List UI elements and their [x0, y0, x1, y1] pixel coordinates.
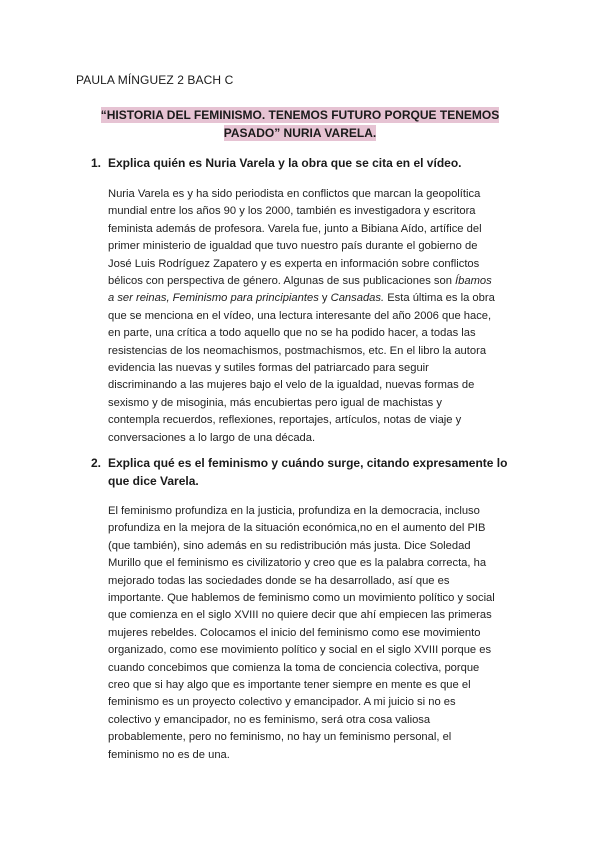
answer-2-line: profundiza en la mejora de la situación económica,no en el aumento del PIB: [108, 522, 486, 535]
answer-1-line: [108, 290, 518, 307]
answer-2-line: que comienza en el siglo XVIII no quiere decir que ahí empiecen las primeras: [108, 609, 492, 622]
answer-1-line: contempla recuerdos, reflexiones, reportajes, artículos, notas de viaje y: [108, 414, 462, 427]
book-title-ibamos: Íbamos: [455, 275, 492, 288]
answer-2-line: El feminismo profundiza en la justicia, profundiza en la democracia, incluso: [108, 505, 480, 517]
answer-2-line: mejorado todas las sociedades donde se ha desarrollado, así que es: [108, 574, 450, 587]
document-title: [80, 106, 520, 142]
question-2-text-line-1: Explica qué es el feminismo y cuándo surge, citando expresamente lo: [108, 456, 508, 470]
book-title-cansadas: Cansadas.: [330, 292, 385, 305]
answer-1-line: discriminando a las mujeres bajo el velo de la igualdad, nuevas formas de: [108, 379, 475, 392]
answer-2-line: feminismo es un proyecto colectivo y emancipador. A mi juicio si no es: [108, 696, 456, 709]
answer-2-line: Murillo que el feminismo es civilizatorio y creo que es la palabra correcta, ha: [108, 557, 487, 570]
answer-1-line: conversaciones a lo largo de una década.: [108, 431, 316, 444]
title-line-2: PASADO” NURIA VARELA.: [223, 126, 377, 140]
answer-1-line: José Luis Rodríguez Zapatero y es experta en información sobre conflictos: [108, 257, 480, 270]
answer-2-line: (que también), sino además en su redistribución más justa. Dice Soledad: [108, 539, 471, 552]
question-1-number: 1.: [91, 156, 102, 170]
answer-1-line: primer ministerio de igualdad que tuvo nuestro país durante el gobierno de: [108, 240, 478, 253]
author-line: PAULA MÍNGUEZ 2 BACH C: [76, 73, 234, 87]
answer-2-line: organizado, como ese movimiento político y social en el siglo XVIII porque es: [108, 644, 492, 657]
answer-1-line: feminista además de profesora. Varela fue, junto a Bibiana Aído, artífice del: [108, 222, 482, 235]
answer-1-line: que se menciona en el vídeo, una lectura interesante del año 2006 que hace,: [108, 309, 492, 322]
answer-2-line: mujeres rebeldes. Colocamos el inicio del feminismo como ese movimiento: [108, 626, 481, 639]
answer-1-line: en parte, una crítica a todo aquello que no se ha podido hacer, a todas las: [108, 327, 476, 340]
answer-2-line: importante. Que hablemos de feminismo como un movimiento político y social: [108, 592, 495, 605]
answer-2-line: probablemente, pero no feminismo, no hay un feminismo personal, el: [108, 731, 452, 744]
answer-2-paragraph: [108, 503, 518, 764]
answer-1-connector: y: [318, 292, 331, 305]
title-line-1: “HISTORIA DEL FEMINISMO. TENEMOS FUTURO PORQUE TENEMOS: [100, 108, 500, 122]
answer-1-line: sexismo y de misoginia, más encubiertas pero igual de machistas y: [108, 396, 442, 409]
answer-1-paragraph: [108, 186, 518, 447]
answer-1-line: Nuria Varela es y ha sido periodista en conflictos que marcan la geopolítica: [108, 188, 481, 200]
answer-1-line: resistencias de los neomachismos, postmachismos, etc. En el libro la autora: [108, 344, 487, 357]
answer-1-line-rest: Esta última es la obra: [384, 292, 495, 305]
answer-2-line: cuando concebimos que comienza la toma de conciencia colectiva, porque: [108, 661, 480, 674]
answer-2-line: feminismo no es de una.: [108, 748, 230, 761]
answer-1-line: [108, 273, 518, 290]
book-titles: a ser reinas, Feminismo para principiantes: [108, 292, 319, 305]
question-1-text: Explica quién es Nuria Varela y la obra que se cita en el vídeo.: [108, 156, 462, 170]
answer-1-line: evidencia las nuevas y sutiles formas del patriarcado para seguir: [108, 362, 429, 375]
question-2-text-line-2: que dice Varela.: [108, 474, 199, 488]
answer-2-line: colectivo y emancipador, no es feminismo, será otra cosa valiosa: [108, 713, 431, 726]
question-2-heading: [91, 454, 531, 490]
answer-2-line: creo que si hay algo que es importante tener siempre en mente es que el: [108, 679, 471, 692]
answer-1-line: mundial entre los años 90 y los 2000, también es investigadora y escritora: [108, 205, 476, 218]
question-1-heading: [91, 154, 531, 172]
question-2-number: 2.: [91, 456, 102, 470]
answer-1-line-text: bélicos con perspectiva de género. Algunas de sus publicaciones son: [108, 275, 452, 288]
